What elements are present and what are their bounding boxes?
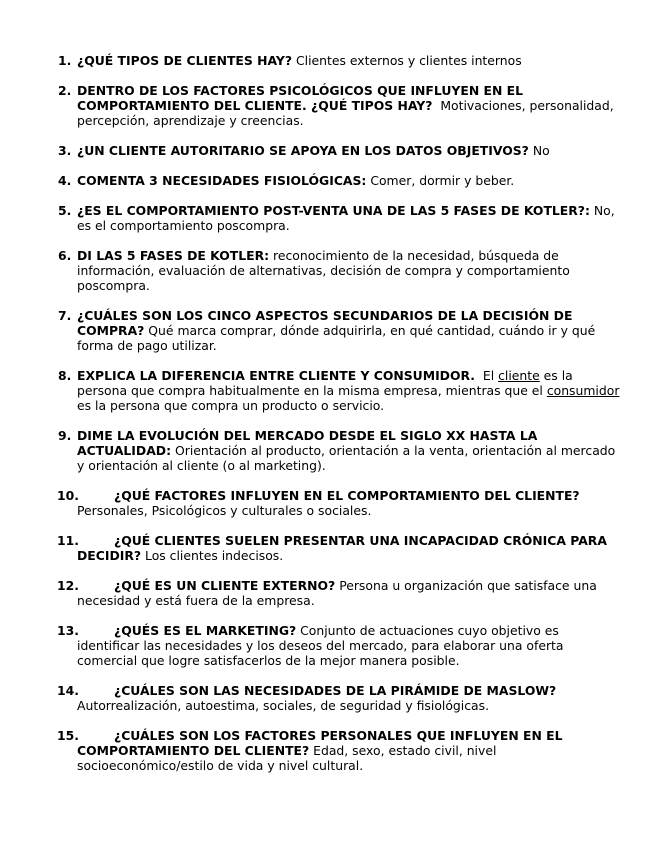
item-body: [77, 488, 622, 518]
answer: No, es el comportamiento poscompra.: [77, 203, 615, 233]
item-number: 15.: [57, 728, 79, 743]
question: ¿CUÁLES SON LAS NECESIDADES DE LA PIRÁMIDE DE MASLOW?: [114, 683, 557, 698]
question: ¿CUÁLES SON LOS CINCO ASPECTOS SECUNDARIOS DE LA DECISIÓN DE COMPRA?: [77, 308, 573, 338]
item-number: 14.: [57, 683, 79, 698]
answer: Orientación al producto, orientación a la venta, orientación al mercado y orientación al cliente (o al marketing).: [77, 443, 616, 473]
item-body: [77, 728, 622, 773]
question: COMENTA 3 NECESIDADES FISIOLÓGICAS:: [77, 173, 367, 188]
answer: Autorrealización, autoestima, sociales, de seguridad y fisiológicas.: [77, 698, 490, 713]
question: ¿ES EL COMPORTAMIENTO POST-VENTA UNA DE LAS 5 FASES DE KOTLER?:: [77, 203, 590, 218]
item-body: [77, 143, 622, 158]
item-number: 13.: [57, 623, 79, 638]
answer: Clientes externos y clientes internos: [292, 53, 522, 68]
question: DENTRO DE LOS FACTORES PSICOLÓGICOS QUE INFLUYEN EN EL COMPORTAMIENTO DEL CLIENTE. ¿QUÉ TIPOS HAY?: [77, 83, 524, 113]
item-number: 6.: [58, 248, 72, 263]
answer-middle: es la persona que compra habitualmente en la misma empresa, mientras que el: [77, 368, 573, 398]
item-number: 10.: [57, 488, 79, 503]
answer: Edad, sexo, estado civil, nivel socioeconómico/estilo de vida y nivel cultural.: [77, 743, 497, 773]
question: DI LAS 5 FASES DE KOTLER:: [77, 248, 270, 263]
list-item: [0, 578, 655, 608]
question: ¿QUÉ TIPOS DE CLIENTES HAY?: [77, 53, 293, 68]
item-number: 11.: [57, 533, 79, 548]
item-number: 4.: [58, 173, 72, 188]
question: ¿QUÉ ES UN CLIENTE EXTERNO?: [114, 578, 336, 593]
item-number: 2.: [58, 83, 72, 98]
item-number: 7.: [58, 308, 72, 323]
list-item: [0, 173, 655, 188]
item-body: [77, 173, 622, 188]
term-consumidor: consumidor: [546, 383, 620, 398]
question: ¿UN CLIENTE AUTORITARIO SE APOYA EN LOS DATOS OBJETIVOS?: [77, 143, 529, 158]
list-item: [0, 248, 655, 293]
item-body: [77, 368, 622, 413]
list-item: [0, 203, 655, 233]
item-body: [77, 308, 622, 353]
answer: Conjunto de actuaciones cuyo objetivo es identificar las necesidades y los deseos del mercado, para elaborar una oferta comercial que logre satisfacerlos de la mejor manera posible.: [77, 623, 564, 668]
item-number: 8.: [58, 368, 72, 383]
answer: Los clientes indecisos.: [141, 548, 284, 563]
item-body: [77, 578, 622, 608]
item-body: [77, 683, 622, 713]
item-body: [77, 248, 622, 293]
answer: reconocimiento de la necesidad, búsqueda de información, evaluación de alternativas, decisión de compra y comportamiento poscompra.: [77, 248, 570, 293]
question: ¿QUÉ FACTORES INFLUYEN EN EL COMPORTAMIENTO DEL CLIENTE?: [114, 488, 580, 503]
answer: Motivaciones, personalidad, percepción, aprendizaje y creencias.: [77, 98, 618, 128]
answer: Qué marca comprar, dónde adquirirla, en qué cantidad, cuándo ir y qué forma de pago utilizar.: [77, 323, 596, 353]
item-number: 3.: [58, 143, 72, 158]
list-item: [0, 728, 655, 773]
list-item: [0, 368, 655, 413]
term-cliente: cliente: [498, 368, 540, 383]
list-item: [0, 623, 655, 668]
list-item: [0, 683, 655, 713]
question: DIME LA EVOLUCIÓN DEL MERCADO DESDE EL SIGLO XX HASTA LA ACTUALIDAD:: [77, 428, 538, 458]
question: ¿QUÉ CLIENTES SUELEN PRESENTAR UNA INCAPACIDAD CRÓNICA PARA DECIDIR?: [77, 533, 607, 563]
question: ¿CUÁLES SON LOS FACTORES PERSONALES QUE INFLUYEN EN EL COMPORTAMIENTO DEL CLIENTE?: [77, 728, 563, 758]
list-item: [0, 428, 655, 473]
item-body: [77, 428, 622, 473]
item-number: 12.: [57, 578, 79, 593]
list-item: [0, 143, 655, 158]
item-number: 1.: [58, 53, 72, 68]
item-body: [77, 623, 622, 668]
item-body: [77, 83, 622, 128]
answer-suffix: es la persona que compra un producto o servicio.: [77, 398, 385, 413]
question: ¿QUÉS ES EL MARKETING?: [114, 623, 297, 638]
answer: No: [528, 143, 550, 158]
answer: Personales, Psicológicos y culturales o sociales.: [77, 503, 372, 518]
answer: Persona u organización que satisface una necesidad y está fuera de la empresa.: [77, 578, 597, 608]
list-item: [0, 533, 655, 563]
answer-prefix: El: [474, 368, 499, 383]
question: EXPLICA LA DIFERENCIA ENTRE CLIENTE Y CONSUMIDOR.: [77, 368, 475, 383]
item-number: 9.: [58, 428, 72, 443]
document: [0, 53, 655, 788]
list-item: [0, 83, 655, 128]
item-body: [77, 203, 622, 233]
list-item: [0, 53, 655, 68]
item-number: 5.: [58, 203, 72, 218]
item-body: [77, 53, 622, 68]
answer: Comer, dormir y beber.: [366, 173, 515, 188]
item-body: [77, 533, 622, 563]
list-item: [0, 308, 655, 353]
list-item: [0, 488, 655, 518]
